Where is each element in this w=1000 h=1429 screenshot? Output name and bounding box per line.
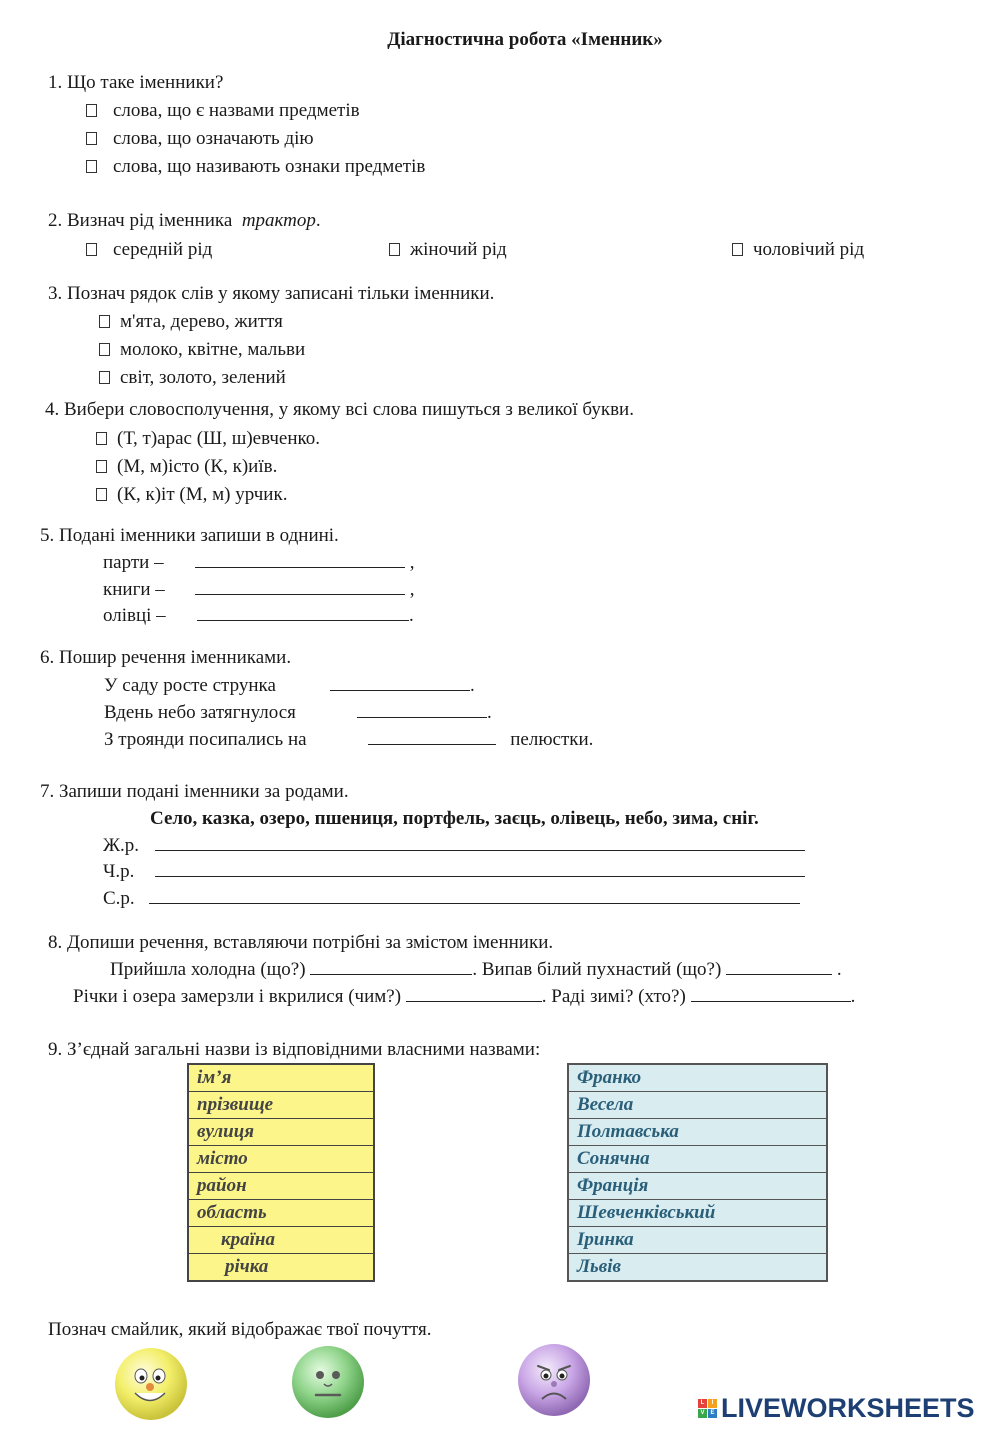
q8-line-2: Річки і озера замерзли і вкрилися (чим?) . Раді зимі? (хто?) . bbox=[73, 986, 856, 1007]
q6-line-1: У саду росте струнка . bbox=[104, 675, 475, 696]
checkbox-icon[interactable] bbox=[86, 104, 97, 117]
common-name-cell[interactable]: прізвище bbox=[188, 1092, 374, 1119]
proper-name-cell[interactable]: Франко bbox=[568, 1064, 827, 1092]
q1-option-1[interactable]: слова, що є назвами предметів bbox=[86, 99, 360, 123]
q2-option-2[interactable]: жіночий рід bbox=[389, 238, 507, 262]
liveworksheets-mark-icon: L I V E bbox=[698, 1399, 717, 1418]
checkbox-icon[interactable] bbox=[99, 371, 110, 384]
q2-word: трактор bbox=[241, 210, 316, 231]
common-name-cell[interactable]: річка bbox=[225, 1256, 269, 1277]
q6-line-2: Вдень небо затягнулося . bbox=[104, 702, 492, 723]
checkbox-icon[interactable] bbox=[86, 243, 97, 256]
q5-item-2: книги – , bbox=[103, 579, 415, 600]
answer-blank[interactable] bbox=[357, 701, 487, 718]
q3-option-2[interactable]: молоко, квітне, мальви bbox=[99, 338, 305, 362]
checkbox-icon[interactable] bbox=[99, 343, 110, 356]
answer-blank[interactable] bbox=[406, 985, 542, 1002]
question-5: 5. Подані іменники запиши в однині. bbox=[40, 525, 339, 546]
checkbox-icon[interactable] bbox=[86, 160, 97, 173]
q8-line-1: Прийшла холодна (що?) . Випав білий пухнастий (що?) . bbox=[110, 959, 842, 980]
proper-name-cell[interactable]: Полтавська bbox=[568, 1119, 827, 1146]
q7-row-neuter: С.р. bbox=[103, 887, 800, 911]
q1-option-3[interactable]: слова, що називають ознаки предметів bbox=[86, 155, 425, 179]
q7-row-feminine: Ж.р. bbox=[103, 834, 805, 858]
answer-blank[interactable] bbox=[155, 834, 805, 851]
feelings-prompt: Познач смайлик, який відображає твої почуття. bbox=[48, 1319, 432, 1340]
proper-names-table bbox=[567, 1063, 828, 1282]
sad-smiley-icon[interactable] bbox=[516, 1342, 592, 1418]
answer-blank[interactable] bbox=[197, 604, 409, 621]
answer-blank[interactable] bbox=[149, 887, 800, 904]
q4-option-2[interactable]: (М, м)істо (К, к)иїв. bbox=[96, 455, 277, 479]
q4-option-1[interactable]: (Т, т)арас (Ш, ш)евченко. bbox=[96, 427, 320, 451]
answer-blank[interactable] bbox=[195, 578, 405, 595]
question-4: 4. Вибери словосполучення, у якому всі слова пишуться з великої букви. bbox=[45, 399, 634, 420]
q3-option-1[interactable]: м'ята, дерево, життя bbox=[99, 310, 283, 334]
q2-option-3[interactable]: чоловічий рід bbox=[732, 238, 864, 262]
answer-blank[interactable] bbox=[155, 860, 805, 877]
proper-name-cell[interactable]: Львів bbox=[577, 1256, 621, 1277]
answer-blank[interactable] bbox=[726, 958, 832, 975]
proper-name-cell[interactable]: Весела bbox=[568, 1092, 827, 1119]
q3-option-3[interactable]: світ, золото, зелений bbox=[99, 366, 286, 390]
checkbox-icon[interactable] bbox=[86, 132, 97, 145]
common-name-cell[interactable]: вулиця bbox=[188, 1119, 374, 1146]
answer-blank[interactable] bbox=[330, 674, 470, 691]
proper-name-cell[interactable]: Франція bbox=[568, 1173, 827, 1200]
question-9: 9. З’єднай загальні назви із відповідними власними назвами: bbox=[48, 1039, 541, 1060]
checkbox-icon[interactable] bbox=[732, 243, 743, 256]
q6-line-3: З троянди посипались на пелюстки. bbox=[104, 729, 594, 750]
question-6: 6. Пошир речення іменниками. bbox=[40, 647, 292, 668]
question-7: 7. Запиши подані іменники за родами. bbox=[40, 781, 349, 802]
checkbox-icon[interactable] bbox=[96, 460, 107, 473]
q4-option-3[interactable]: (К, к)іт (М, м) урчик. bbox=[96, 483, 287, 507]
neutral-smiley-icon[interactable] bbox=[290, 1344, 366, 1420]
common-name-cell[interactable]: область bbox=[188, 1200, 374, 1227]
happy-smiley-icon[interactable] bbox=[113, 1346, 189, 1422]
question-3: 3. Познач рядок слів у якому записані тільки іменники. bbox=[48, 283, 495, 304]
q5-item-3: олівці – . bbox=[103, 605, 414, 626]
common-name-cell[interactable]: місто bbox=[188, 1146, 374, 1173]
common-names-table bbox=[187, 1063, 375, 1282]
proper-name-cell[interactable]: Шевченківський bbox=[568, 1200, 827, 1227]
q7-word-list: Село, казка, озеро, пшениця, портфель, заєць, олівець, небо, зима, сніг. bbox=[150, 808, 759, 829]
checkbox-icon[interactable] bbox=[389, 243, 400, 256]
question-2: 2. Визнач рід іменника трактор. bbox=[48, 210, 321, 231]
brand-name: LIVEWORKSHEETS bbox=[721, 1393, 975, 1423]
checkbox-icon[interactable] bbox=[99, 315, 110, 328]
common-name-cell[interactable]: район bbox=[188, 1173, 374, 1200]
answer-blank[interactable] bbox=[195, 551, 405, 568]
q1-option-2[interactable]: слова, що означають дію bbox=[86, 127, 314, 151]
answer-blank[interactable] bbox=[310, 958, 472, 975]
proper-name-cell[interactable]: Іринка bbox=[568, 1227, 827, 1254]
q7-row-masculine: Ч.р. bbox=[103, 860, 805, 884]
checkbox-icon[interactable] bbox=[96, 488, 107, 501]
checkbox-icon[interactable] bbox=[96, 432, 107, 445]
liveworksheets-logo bbox=[698, 1393, 975, 1424]
question-1: 1. Що таке іменники? bbox=[48, 72, 224, 93]
common-name-cell[interactable]: ім’я bbox=[188, 1064, 374, 1092]
page-title: Діагностична робота «Іменник» bbox=[387, 29, 663, 50]
proper-name-cell[interactable]: Сонячна bbox=[568, 1146, 827, 1173]
question-8: 8. Допиши речення, вставляючи потрібні за змістом іменники. bbox=[48, 932, 554, 953]
q2-option-1[interactable]: середній рід bbox=[86, 238, 212, 262]
answer-blank[interactable] bbox=[368, 728, 496, 745]
answer-blank[interactable] bbox=[691, 985, 851, 1002]
common-name-cell[interactable]: країна bbox=[188, 1227, 374, 1254]
q5-item-1: парти – , bbox=[103, 552, 415, 573]
